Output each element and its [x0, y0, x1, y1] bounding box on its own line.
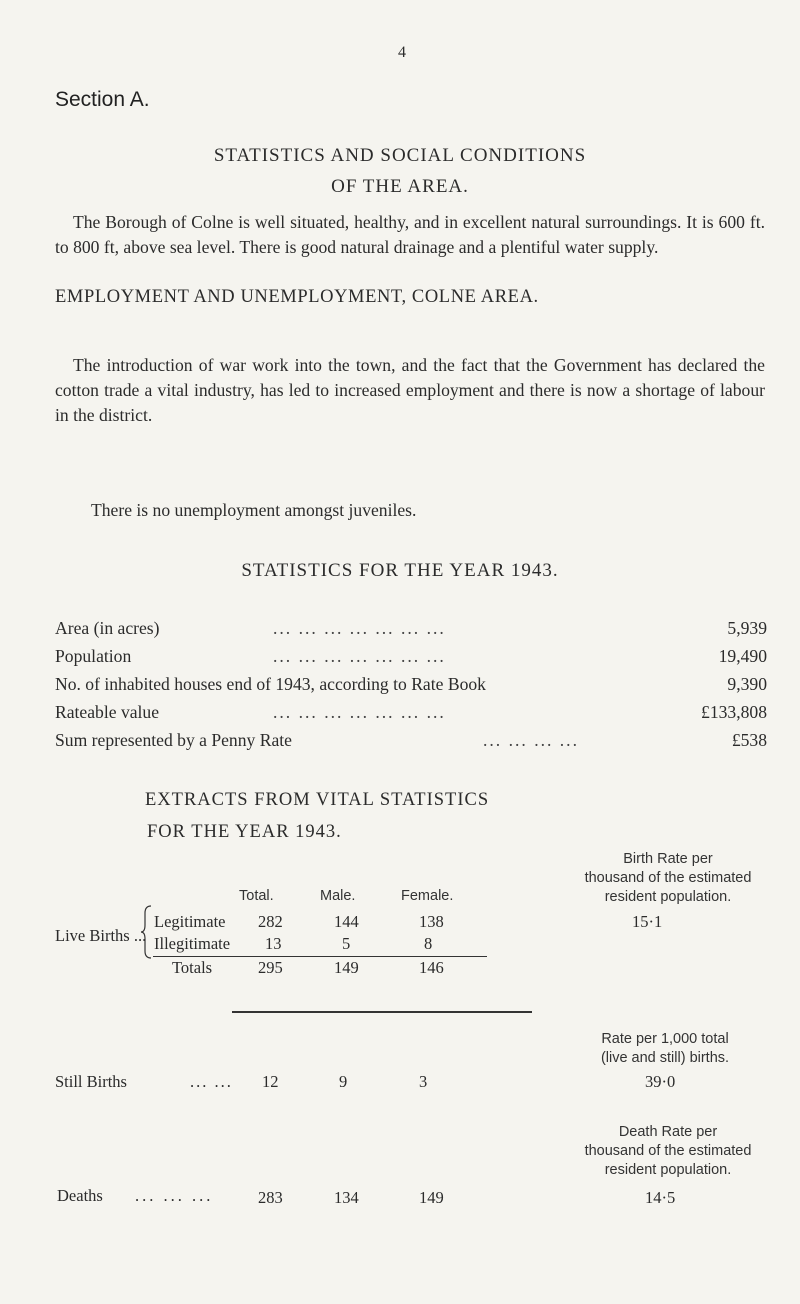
table-divider — [232, 1011, 532, 1013]
stat-dots: ... ... ... ... ... ... ... — [273, 702, 446, 722]
note-line: (live and still) births. — [600, 1050, 730, 1066]
row-legitimate-male: 144 — [334, 912, 359, 931]
stat-row-rateable-value — [55, 702, 767, 726]
still-births-label: Still Births — [55, 1072, 127, 1091]
note-line: Death Rate per — [618, 1124, 718, 1140]
row-illegitimate-total: 13 — [265, 934, 282, 953]
employment-heading: EMPLOYMENT AND UNEMPLOYMENT, COLNE AREA. — [55, 287, 539, 307]
still-births-female: 3 — [419, 1072, 428, 1091]
deaths-rate: 14·5 — [645, 1188, 676, 1207]
intro-paragraph: The Borough of Colne is well situated, healthy, and in excellent natural surroundings. It is 600 ft. to 800 ft, above sea level. There is good natural drainage and a plentiful water supply. — [55, 212, 765, 257]
note-line: thousand of the estimated — [584, 870, 752, 886]
note-line: Birth Rate per — [623, 851, 713, 867]
stat-row-houses — [55, 674, 767, 698]
stat-label: Population — [55, 646, 132, 666]
stat-value: 5,939 — [727, 618, 767, 638]
juveniles-statement: There is no unemployment amongst juveniles. — [91, 500, 417, 520]
deaths-total: 283 — [258, 1188, 283, 1207]
live-births-label: Live Births ... — [55, 926, 147, 945]
note-line: Rate per 1,000 total — [601, 1031, 729, 1047]
stat-label: Rateable value — [55, 702, 160, 722]
death-rate-note — [568, 1123, 768, 1180]
stat-label: Area (in acres) — [55, 618, 160, 638]
row-legitimate-total: 282 — [258, 912, 283, 931]
row-legitimate-female: 138 — [419, 912, 444, 931]
row-totals-male: 149 — [334, 958, 359, 977]
brace-icon — [140, 905, 154, 959]
still-births-dots: ... ... — [190, 1072, 233, 1091]
row-illegitimate-female: 8 — [424, 934, 433, 953]
row-illegitimate-male: 5 — [342, 934, 351, 953]
still-births-male: 9 — [339, 1072, 348, 1091]
stat-value: 9,390 — [727, 674, 767, 694]
deaths-dots: ... ... ... — [135, 1186, 214, 1205]
deaths-label: Deaths — [57, 1186, 103, 1205]
main-heading-line1: STATISTICS AND SOCIAL CONDITIONS — [213, 145, 587, 166]
stat-row-penny-rate — [55, 730, 767, 754]
stats-year-heading: STATISTICS FOR THE YEAR 1943. — [241, 560, 559, 581]
stat-value: £133,808 — [701, 702, 767, 722]
note-line: resident population. — [604, 889, 732, 905]
stat-row-population — [55, 646, 767, 670]
stat-label: No. of inhabited houses end of 1943, according to Rate Book — [55, 674, 486, 694]
row-legitimate-label: Legitimate — [154, 912, 226, 931]
column-header-male: Male. — [320, 888, 356, 904]
note-line: resident population. — [604, 1162, 732, 1178]
row-illegitimate-label: Illegitimate — [154, 934, 231, 953]
row-totals-female: 146 — [419, 958, 444, 977]
stat-value: 19,490 — [718, 646, 767, 666]
note-line: thousand of the estimated — [584, 1143, 752, 1159]
page-number: 4 — [398, 44, 406, 61]
stat-dots: ... ... ... ... ... ... ... — [273, 646, 446, 666]
still-births-total: 12 — [262, 1072, 279, 1091]
totals-rule — [153, 956, 487, 957]
vital-heading-line2: FOR THE YEAR 1943. — [147, 822, 342, 842]
stat-dots: ... ... ... ... — [483, 730, 579, 750]
stat-value: £538 — [731, 730, 767, 750]
birth-rate-value: 15·1 — [632, 912, 663, 931]
column-header-female: Female. — [401, 888, 454, 904]
vital-heading-line1: EXTRACTS FROM VITAL STATISTICS — [145, 790, 490, 810]
birth-rate-note — [570, 850, 766, 907]
column-header-total: Total. — [239, 888, 274, 904]
still-births-rate: 39·0 — [645, 1072, 676, 1091]
employment-paragraph: The introduction of war work into the town, and the fact that the Government has declared the cotton trade a vital industry, has led to increased employment and there is now a shortage of labour in the district. — [55, 355, 765, 425]
section-label: Section A. — [55, 88, 150, 111]
stat-row-area — [55, 618, 767, 642]
deaths-female: 149 — [419, 1188, 444, 1207]
row-totals-total: 295 — [258, 958, 283, 977]
deaths-male: 134 — [334, 1188, 359, 1207]
main-heading-line2: OF THE AREA. — [331, 176, 469, 197]
stat-dots: ... ... ... ... ... ... ... — [273, 618, 446, 638]
stat-label: Sum represented by a Penny Rate — [55, 730, 292, 750]
row-totals-label: Totals — [172, 958, 213, 977]
still-births-note — [565, 1030, 765, 1068]
